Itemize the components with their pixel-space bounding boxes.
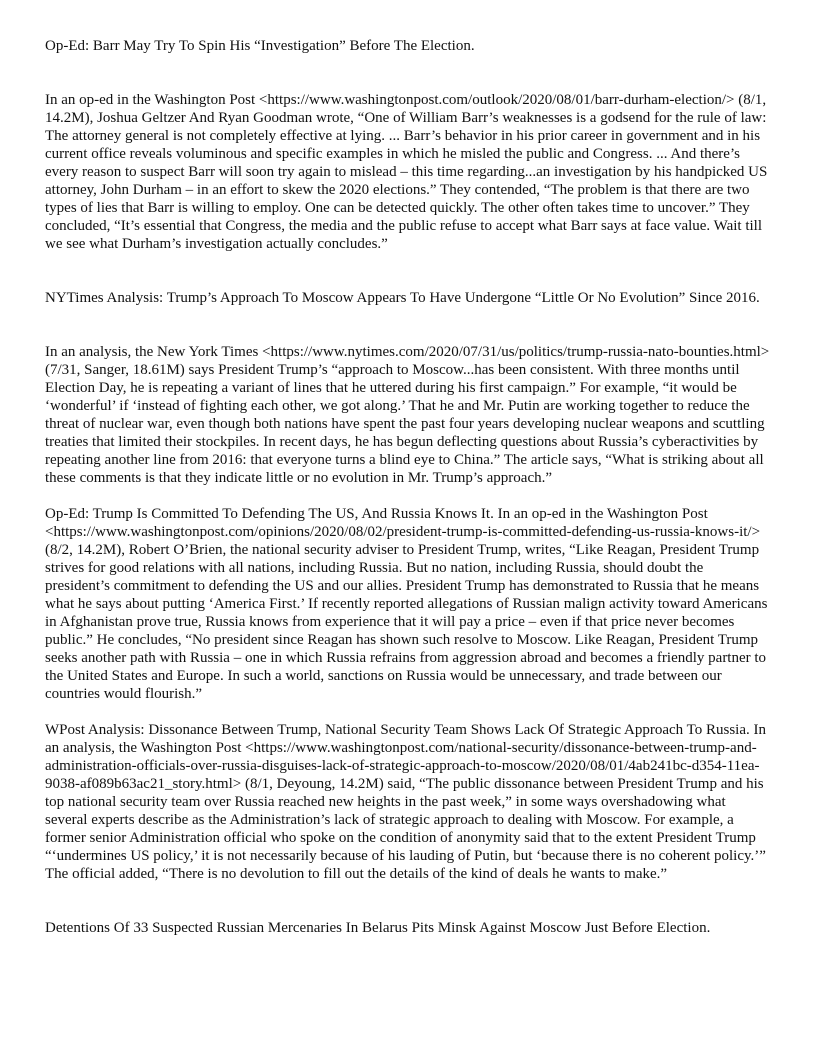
paragraph-barr-oped: In an op-ed in the Washington Post <https://www.washingtonpost.com/outlook/2020/08/01/barr-durham-election/> (8/1, 14.2M), Joshua Geltzer And Ryan Goodman wrote, “One of William Barr’s weaknesses is a godsend for the rule of law: The attorney general is not completely effective at lying. ... Barr’s behavior in his prior career in government and in his current office reveals voluminous and specific examples in which he misled the public and Congress. ... And there’s every reason to suspect Barr will soon try again to mislead – this time regarding...an investigation by his handpicked US attorney, John Durham – in an effort to skew the 2020 elections.” They contended, “The problem is that there are two types of lies that Barr is willing to employ. One can be detected quickly. The other often takes time to uncover.” They concluded, “It’s essential that Congress, the media and the public refuse to accept what Barr says at face value. Wait till we see what Durham’s investigation actually concludes.” — [45, 92, 768, 252]
headline-nytimes-analysis: NYTimes Analysis: Trump’s Approach To Moscow Appears To Have Undergone “Little Or No Evolution” Since 2016. — [45, 290, 760, 306]
document-page — [45, 37, 771, 937]
paragraph-obrien-oped: Op-Ed: Trump Is Committed To Defending The US, And Russia Knows It. In an op-ed in the Washington Post <https://www.washingtonpost.com/opinions/2020/08/02/president-trump-is-committed-defending-us-russia-knows-it/> (8/2, 14.2M), Robert O’Brien, the national security adviser to President Trump, writes, “Like Reagan, President Trump strives for good relations with all nations, including Russia. But no nation, including Russia, should doubt the president’s commitment to defending the US and our allies. President Trump has demonstrated to Russia that he means what he says about putting ‘America First.’ If recently reported allegations of Russian malign activity toward Americans in Afghanistan prove true, Russia knows from experience that it will pay a price – even if that price never becomes public.” He concludes, “No president since Reagan has shown such resolve to Moscow. Like Reagan, President Trump seeks another path with Russia – one in which Russia refrains from aggression abroad and becomes a friendly partner to the United States and Europe. In such a world, sanctions on Russia would be unnecessary, and trade between our countries would flourish.” — [45, 506, 768, 702]
paragraph-wpost-analysis: WPost Analysis: Dissonance Between Trump, National Security Team Shows Lack Of Strategic Approach To Russia. In an analysis, the Washington Post <https://www.washingtonpost.com/national-security/dissonance-between-trump-and-administration-officials-over-russia-disguises-lack-of-strategic-approach-to-moscow/2020/08/01/4ab241bc-d354-11ea-9038-af089b63ac21_story.html> (8/1, Deyoung, 14.2M) said, “The public dissonance between President Trump and his top national security team over Russia reached new heights in the past week,” in some ways overshadowing what several experts describe as the Administration’s lack of strategic approach to dealing with Moscow. For example, a former senior Administration official who spoke on the condition of anonymity said that to the extent President Trump “‘undermines US policy,’ it is not necessarily because of his lauding of Putin, but ‘because there is no coherent policy.’” The official added, “There is no devolution to fill out the details of the kind of deals he wants to make.” — [45, 722, 767, 882]
headline-barr-oped: Op-Ed: Barr May Try To Spin His “Investigation” Before The Election. — [45, 38, 475, 54]
paragraph-nytimes-analysis: In an analysis, the New York Times <https://www.nytimes.com/2020/07/31/us/politics/trump-russia-nato-bounties.html> (7/31, Sanger, 18.61M) says President Trump’s “approach to Moscow...has been consistent. With three months until Election Day, he is repeating a variant of lines that he uttered during his first campaign.” For example, “it would be ‘wonderful’ if ‘instead of fighting each other, we got along.’ That he and Mr. Putin are working together to reduce the threat of nuclear war, even though both nations have spent the past four years developing nuclear weapons and scuttling treaties that limited their stockpiles. In recent days, he has begun deflecting questions about Russia’s cyberactivities by repeating another line from 2016: that everyone turns a blind eye to China.” The article says, “What is striking about all these comments is that they indicate little or no evolution in Mr. Trump’s approach.” — [45, 344, 770, 486]
headline-belarus-detentions: Detentions Of 33 Suspected Russian Mercenaries In Belarus Pits Minsk Against Moscow Just Before Election. — [45, 920, 711, 936]
